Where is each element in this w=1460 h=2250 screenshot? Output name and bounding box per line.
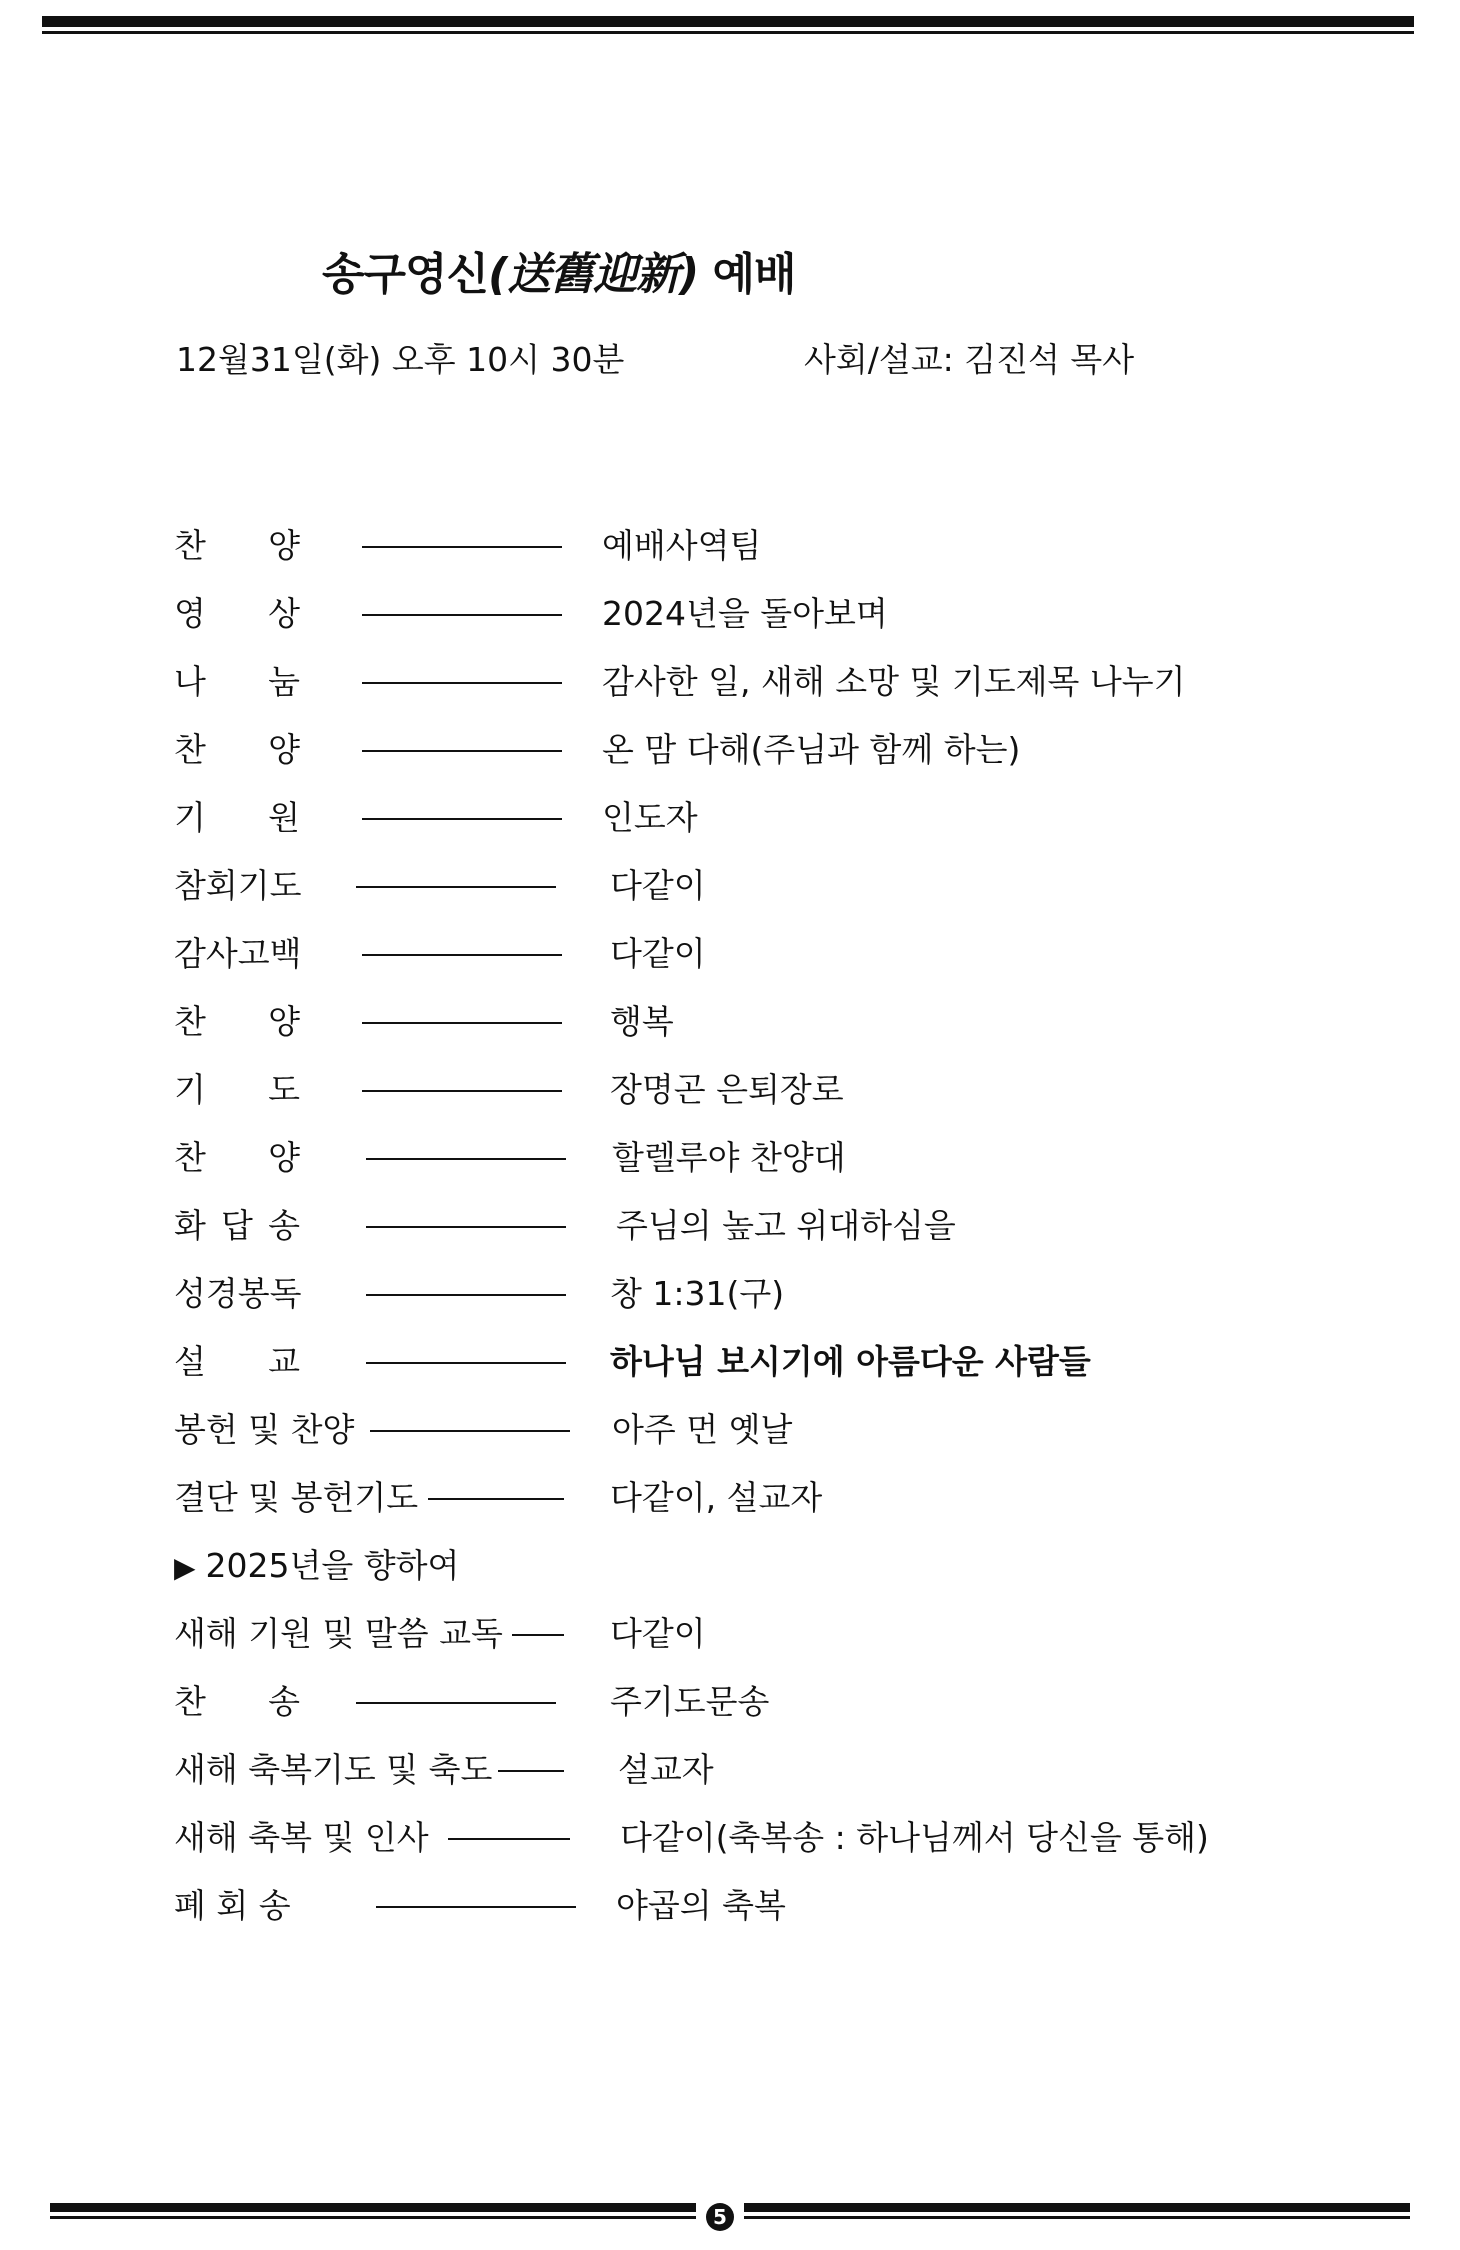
service-datetime: 12월31일(화) 오후 10시 30분 — [176, 340, 625, 379]
order-label: 나 눔 — [174, 662, 300, 701]
order-label: 찬 양 — [174, 526, 300, 565]
order-row-closing-song — [0, 1880, 1460, 1932]
order-value: 예배사역팀 — [602, 526, 762, 565]
service-leader: 사회/설교: 김진석 목사 — [804, 340, 1135, 379]
order-value: 다같이 — [610, 1614, 706, 1653]
leader-line — [362, 954, 562, 956]
order-row-hymn — [0, 1676, 1460, 1728]
sermon-title: 하나님 보시기에 아름다운 사람들 — [610, 1342, 1091, 1381]
order-row-thanksgiving — [0, 928, 1460, 980]
order-row-confession — [0, 860, 1460, 912]
order-row-greeting — [0, 1812, 1460, 1864]
title-suffix: 예배 — [698, 249, 796, 300]
leader-line — [366, 1294, 566, 1296]
order-label: 화 답 송 — [174, 1206, 300, 1245]
leader-line — [362, 614, 562, 616]
leader-line — [428, 1498, 564, 1500]
leader-line — [362, 818, 562, 820]
order-row-praise-2 — [0, 724, 1460, 776]
order-row-praise-3 — [0, 996, 1460, 1048]
order-value: 온 맘 다해(주님과 함께 하는) — [602, 730, 1021, 769]
leader-line — [356, 886, 556, 888]
order-value: 주기도문송 — [610, 1682, 770, 1721]
leader-line — [376, 1906, 576, 1908]
leader-line — [366, 1158, 566, 1160]
title-main: 송구영신 — [322, 249, 489, 300]
order-label: 결단 및 봉헌기도 — [174, 1478, 419, 1517]
footer-rule-left-thick — [50, 2203, 696, 2212]
footer-rule-right-thick — [744, 2203, 1410, 2212]
order-label: 새해 기원 및 말씀 교독 — [174, 1614, 503, 1653]
section-label: ▶ 2025년을 향하여 — [174, 1546, 460, 1585]
order-label: 참회기도 — [174, 866, 302, 905]
order-value: 주님의 높고 위대하심을 — [616, 1206, 956, 1245]
order-value: 창 1:31(구) — [610, 1274, 785, 1313]
leader-line — [498, 1770, 564, 1772]
order-value: 다같이 — [610, 866, 706, 905]
footer-rule-left-thin — [50, 2216, 696, 2219]
order-row-response-song — [0, 1200, 1460, 1252]
order-label: 성경봉독 — [174, 1274, 302, 1313]
order-value: 다같이, 설교자 — [610, 1478, 823, 1517]
order-row-prayer — [0, 1064, 1460, 1116]
leader-line — [366, 1362, 566, 1364]
leader-line — [512, 1634, 564, 1636]
order-label: 찬 양 — [174, 1002, 300, 1041]
order-value: 다같이 — [610, 934, 706, 973]
order-row-sharing — [0, 656, 1460, 708]
order-row-offering — [0, 1404, 1460, 1456]
leader-line — [370, 1430, 570, 1432]
order-label: 찬 양 — [174, 730, 300, 769]
order-label: 폐 회 송 — [174, 1886, 291, 1925]
page-title — [322, 238, 796, 302]
order-label: 새해 축복기도 및 축도 — [174, 1750, 493, 1789]
footer-rule-right-thin — [744, 2216, 1410, 2219]
leader-line — [362, 1022, 562, 1024]
order-label: 감사고백 — [174, 934, 302, 973]
order-value: 설교자 — [618, 1750, 714, 1789]
order-row-benediction — [0, 1744, 1460, 1796]
page-number: 5 — [706, 2203, 734, 2231]
order-value: 야곱의 축복 — [616, 1886, 786, 1925]
order-label: 새해 축복 및 인사 — [174, 1818, 429, 1857]
top-rule-thin — [42, 31, 1414, 34]
order-value: 아주 먼 옛날 — [612, 1410, 793, 1449]
order-row-sermon — [0, 1336, 1460, 1388]
top-rule-thick — [42, 16, 1414, 27]
leader-line — [362, 1090, 562, 1092]
order-row-new-year-reading — [0, 1608, 1460, 1660]
order-row-video — [0, 588, 1460, 640]
leader-line — [362, 682, 562, 684]
order-label: 기 원 — [174, 798, 300, 837]
order-value: 감사한 일, 새해 소망 및 기도제목 나누기 — [602, 662, 1186, 701]
order-value: 행복 — [610, 1002, 674, 1041]
order-value: 다같이(축복송 : 하나님께서 당신을 통해) — [620, 1818, 1209, 1857]
order-row-invocation — [0, 792, 1460, 844]
order-label: 설 교 — [174, 1342, 300, 1381]
order-value: 2024년을 돌아보며 — [602, 594, 888, 633]
section-heading-2025 — [0, 1540, 1460, 1592]
order-value: 장명곤 은퇴장로 — [610, 1070, 844, 1109]
order-row-scripture — [0, 1268, 1460, 1320]
order-row-choir — [0, 1132, 1460, 1184]
order-label: 봉헌 및 찬양 — [174, 1410, 355, 1449]
order-label: 기 도 — [174, 1070, 300, 1109]
leader-line — [356, 1702, 556, 1704]
leader-line — [448, 1838, 570, 1840]
order-label: 영 상 — [174, 594, 300, 633]
order-label: 찬 양 — [174, 1138, 300, 1177]
order-row-commitment — [0, 1472, 1460, 1524]
leader-line — [362, 750, 562, 752]
leader-line — [362, 546, 562, 548]
order-value: 인도자 — [602, 798, 698, 837]
order-label: 찬 송 — [174, 1682, 300, 1721]
title-hanja: (送舊迎新) — [488, 249, 699, 300]
order-row-praise-1 — [0, 520, 1460, 572]
triangle-bullet-icon: ▶ — [174, 1551, 196, 1584]
leader-line — [366, 1226, 566, 1228]
order-value: 할렐루야 찬양대 — [612, 1138, 846, 1177]
